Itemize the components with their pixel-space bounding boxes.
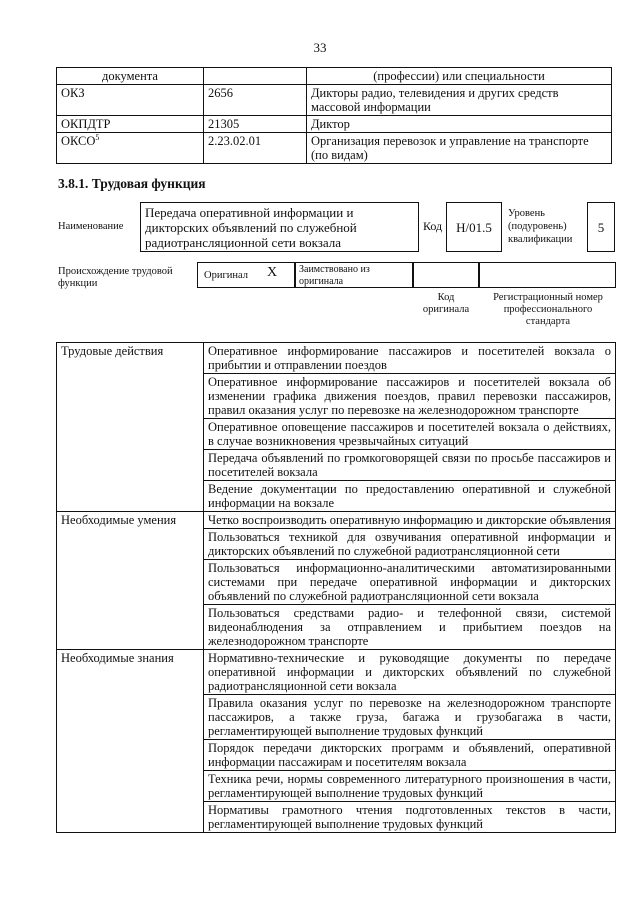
borrowed-label: Заимствовано из оригинала <box>299 264 370 287</box>
classifier-name: ОКЗ <box>61 86 85 100</box>
list-item: Правила оказания услуг по перевозке на железнодорожном транспорте пассажиров, а также груза, багажа и грузобагажа в части, регламентирующей выполнение трудовых функций <box>204 695 616 740</box>
classifier-name: ОКСО <box>61 134 96 148</box>
table-row <box>57 133 612 164</box>
function-details-table <box>56 342 616 833</box>
header-profession: (профессии) или специальности <box>307 68 612 85</box>
list-item: Четко воспроизводить оперативную информацию и дикторские объявления <box>204 512 616 529</box>
list-item: Ведение документации по предоставлению оперативной и служебной информации на вокзале <box>204 481 616 512</box>
code-cell: 21305 <box>204 116 307 133</box>
table-row <box>57 116 612 133</box>
list-item: Порядок передачи дикторских программ и объявлений, оперативной информации пассажирам и посетителям вокзала <box>204 740 616 771</box>
category-knowledge: Необходимые знания <box>57 650 204 833</box>
qualification-level: 5 <box>587 202 615 252</box>
table-row <box>57 85 612 116</box>
classifier-name: ОКПДТР <box>61 117 111 131</box>
code-cell: 2.23.02.01 <box>204 133 307 164</box>
name-cell: Дикторы радио, телевидения и других средств массовой информации <box>307 85 612 116</box>
footnote-ref: 5 <box>95 132 100 142</box>
header-empty <box>204 68 307 85</box>
table-row <box>57 512 616 529</box>
borrowed-box <box>295 262 413 288</box>
table-header-row <box>57 68 612 85</box>
function-code: Н/01.5 <box>446 202 502 252</box>
name-cell: Диктор <box>307 116 612 133</box>
list-item: Передача объявлений по громкоговорящей связи по просьбе пассажиров и посетителей вокзала <box>204 450 616 481</box>
classifier-cell <box>57 133 204 164</box>
name-cell: Организация перевозок и управление на транспорте (по видам) <box>307 133 612 164</box>
code-cell: 2656 <box>204 85 307 116</box>
list-item: Нормативно-технические и руководящие документы по передаче оперативной информации и дикторских объявлений по служебной радиотрансляционной сети вокзала <box>204 650 616 695</box>
list-item: Нормативы грамотного чтения подготовленных текстов в части, регламентирующей выполнение трудовых функций <box>204 802 616 833</box>
list-item: Оперативное информирование пассажиров и посетителей вокзала об изменении графика движения поездов, правил перевозки пассажиров, правил оказания услуг по перевозке на железнодорожном транспорте <box>204 374 616 419</box>
registration-number-box <box>479 262 616 288</box>
header-document: документа <box>57 68 204 85</box>
function-code-label: Код <box>423 219 443 233</box>
function-name: Передача оперативной информации и дикторских объявлений по служебной радиотрансляционной сети вокзала <box>140 202 419 252</box>
function-name-label: Наименование <box>58 221 124 232</box>
category-labor-actions: Трудовые действия <box>57 343 204 512</box>
table-row <box>57 343 616 374</box>
table-row <box>57 650 616 695</box>
category-skills: Необходимые умения <box>57 512 204 650</box>
list-item: Пользоваться информационно-аналитическими автоматизированными системами при передаче оперативной информации и дикторских объявлений по служебной радиотрансляционной сети вокзала <box>204 560 616 605</box>
qualification-level-label: Уровень (подуровень) квалификации <box>508 208 573 245</box>
original-code-box <box>413 262 479 288</box>
classifier-cell <box>57 116 204 133</box>
origin-label: Происхождение трудовой функции <box>58 266 173 289</box>
section-title: 3.8.1. Трудовая функция <box>58 176 206 191</box>
original-label: Оригинал <box>204 270 248 281</box>
original-box <box>197 262 295 288</box>
classifier-codes-table <box>56 67 612 164</box>
original-mark: X <box>267 265 278 280</box>
classifier-cell <box>57 85 204 116</box>
code-original-label: Код оригинала <box>422 292 470 315</box>
list-item: Техника речи, нормы современного литературного произношения в части, регламентирующей выполнение трудовых функций <box>204 771 616 802</box>
reg-number-label: Регистрационный номер профессионального стандарта <box>493 292 603 327</box>
list-item: Пользоваться техникой для озвучивания оперативной информации и дикторских объявлений по служебной радиотрансляционной сети <box>204 529 616 560</box>
list-item: Пользоваться средствами радио- и телефонной связи, системой видеонаблюдения за отправлением и прибытием поездов на железнодорожном транспорте <box>204 605 616 650</box>
list-item: Оперативное информирование пассажиров и посетителей вокзала о прибытии и отправлении поездов <box>204 343 616 374</box>
page-number: 33 <box>313 40 327 55</box>
list-item: Оперативное оповещение пассажиров и посетителей вокзала о действиях, в случае возникновения чрезвычайных ситуаций <box>204 419 616 450</box>
